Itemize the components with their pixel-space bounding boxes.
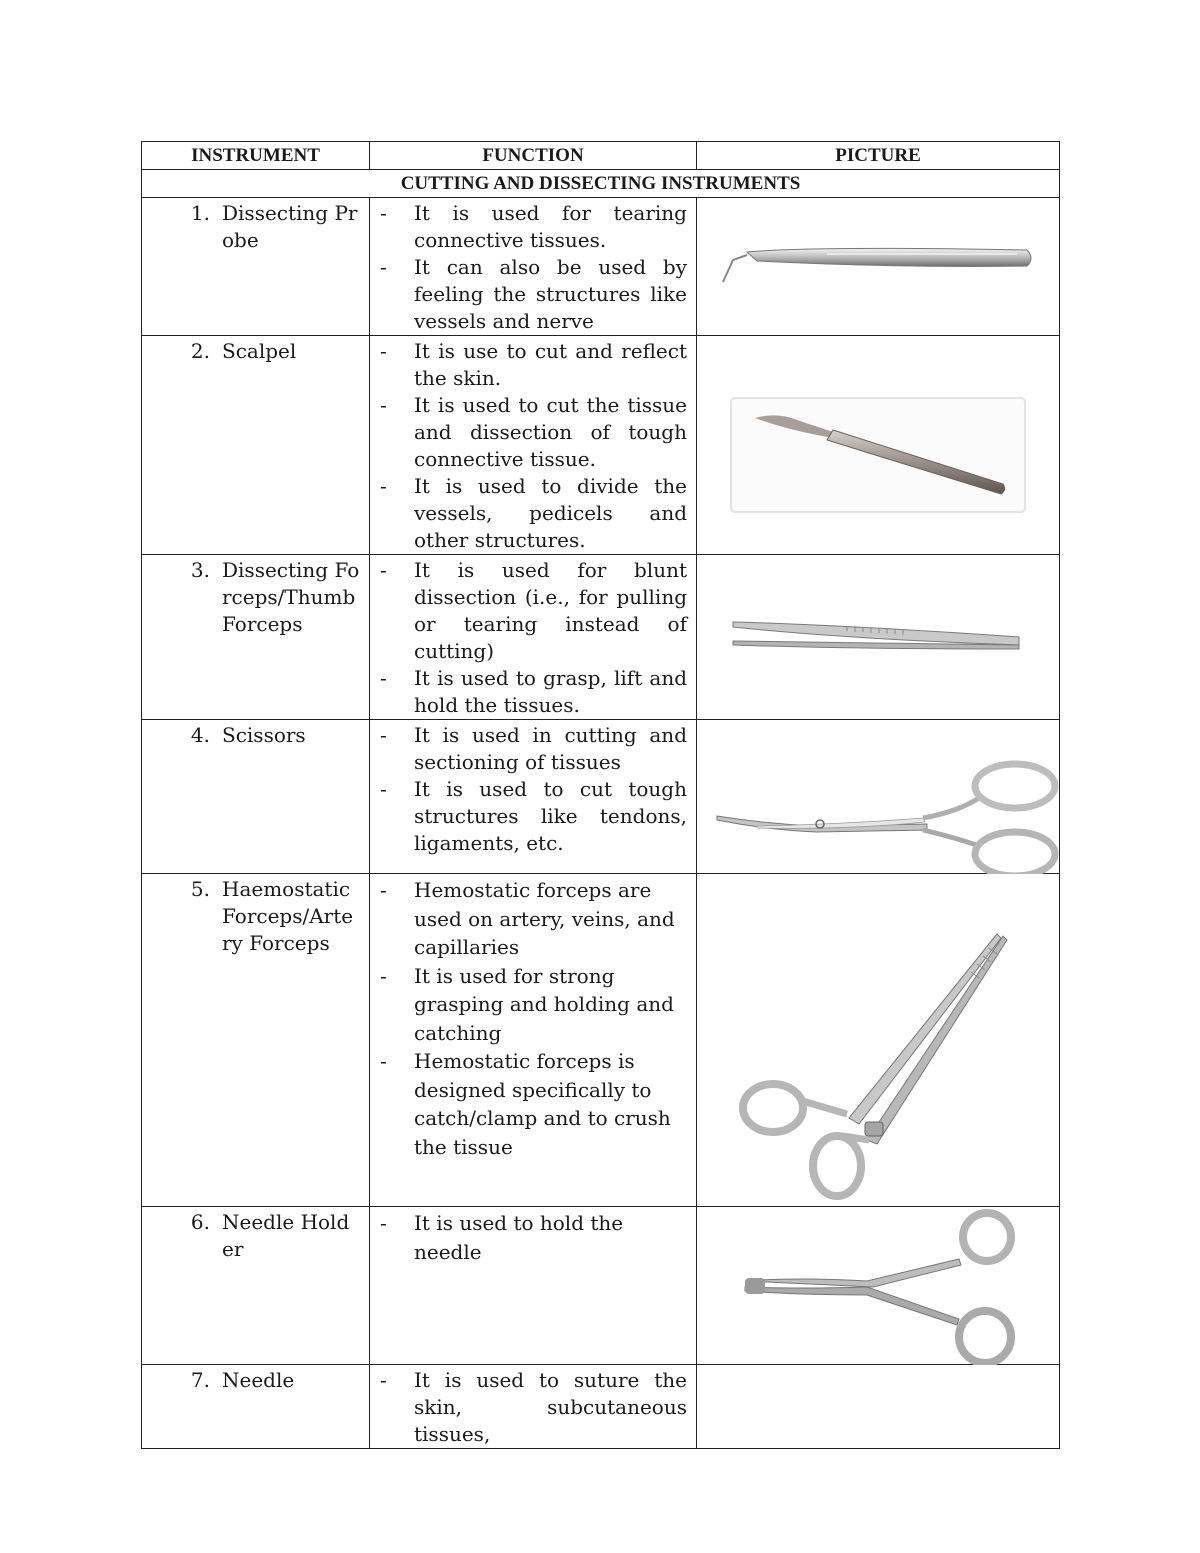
row-number: 2.	[190, 339, 210, 363]
function-item: - Hemostatic forceps are used on artery, veins, and capillaries	[380, 878, 675, 959]
picture-cell	[697, 1365, 1060, 1449]
row-number: 4.	[190, 723, 210, 747]
instrument-table	[141, 141, 1060, 1449]
instrument-name: Dissecting Forceps/Thumb Forceps	[222, 558, 360, 636]
function-item: - Hemostatic forceps is designed specifically to catch/clamp and to crush the tissue	[380, 1049, 671, 1159]
function-item: - It is used to grasp, lift and hold the tissues.	[380, 666, 687, 717]
table-row	[142, 1365, 1060, 1449]
dissecting-probe-icon	[697, 198, 1060, 334]
table-row	[142, 720, 1060, 874]
scissors-icon	[697, 720, 1060, 874]
row-number: 1.	[190, 201, 210, 225]
picture-cell	[697, 198, 1060, 336]
instrument-cell	[142, 336, 370, 555]
function-cell	[370, 555, 697, 720]
needle-holder-icon	[697, 1207, 1060, 1365]
function-cell	[370, 336, 697, 555]
table-row	[142, 555, 1060, 720]
instrument-name: Needle	[222, 1368, 295, 1392]
instrument-cell	[142, 1365, 370, 1449]
instrument-cell	[142, 1207, 370, 1365]
function-item: - It is used for strong grasping and holding and catching	[380, 963, 674, 1045]
instrument-name: Haemostatic Forceps/Artery Forceps	[222, 877, 354, 955]
function-item: - It is used to divide the vessels, pedicels and other structures.	[380, 474, 687, 552]
instrument-name: Needle Holder	[222, 1210, 350, 1261]
instrument-name: Scissors	[222, 723, 306, 747]
picture-cell	[697, 720, 1060, 874]
thumb-forceps-icon	[697, 555, 1060, 691]
instrument-name: Dissecting Probe	[222, 201, 358, 252]
picture-cell	[697, 1207, 1060, 1365]
haemostatic-forceps-icon	[697, 874, 1060, 1207]
function-cell	[370, 198, 697, 336]
instrument-cell	[142, 874, 370, 1207]
table-row	[142, 336, 1060, 555]
table-row	[142, 1207, 1060, 1365]
row-number: 6.	[190, 1210, 210, 1234]
function-item: - It is used for blunt dissection (i.e., for pulling or tearing instead of cutting)	[380, 558, 687, 663]
row-number: 7.	[190, 1368, 210, 1392]
picture-cell	[697, 874, 1060, 1207]
row-number: 5.	[190, 877, 210, 901]
header-row	[142, 142, 1060, 170]
picture-cell	[697, 336, 1060, 555]
picture-cell	[697, 555, 1060, 720]
header-picture: PICTURE	[697, 142, 1060, 170]
function-cell	[370, 1365, 697, 1449]
function-item: - It is used to cut the tissue and dissection of tough connective tissue.	[380, 393, 687, 471]
function-item: - It is used to cut tough structures like tendons, ligaments, etc.	[380, 777, 687, 855]
instrument-cell	[142, 555, 370, 720]
function-item: - It is used to hold the needle	[380, 1211, 624, 1264]
instrument-cell	[142, 198, 370, 336]
function-item: - It is used for tearing connective tissues.	[380, 201, 687, 252]
function-item: - It can also be used by feeling the structures like vessels and nerve	[380, 255, 687, 333]
function-item: - It is used in cutting and sectioning of tissues	[380, 723, 687, 774]
row-number: 3.	[190, 558, 210, 582]
instrument-cell	[142, 720, 370, 874]
function-cell	[370, 874, 697, 1207]
function-item: - It is use to cut and reflect the skin.	[380, 339, 687, 390]
function-item: - It is used to suture the skin, subcutaneous tissues,	[380, 1368, 687, 1446]
instrument-name: Scalpel	[222, 339, 297, 363]
section-title: CUTTING AND DISSECTING INSTRUMENTS	[142, 170, 1060, 198]
table-row	[142, 198, 1060, 336]
scalpel-icon	[697, 336, 1060, 553]
section-row	[142, 170, 1060, 198]
header-instrument: INSTRUMENT	[142, 142, 370, 170]
table-row	[142, 874, 1060, 1207]
function-cell	[370, 1207, 697, 1365]
header-function: FUNCTION	[370, 142, 697, 170]
function-cell	[370, 720, 697, 874]
